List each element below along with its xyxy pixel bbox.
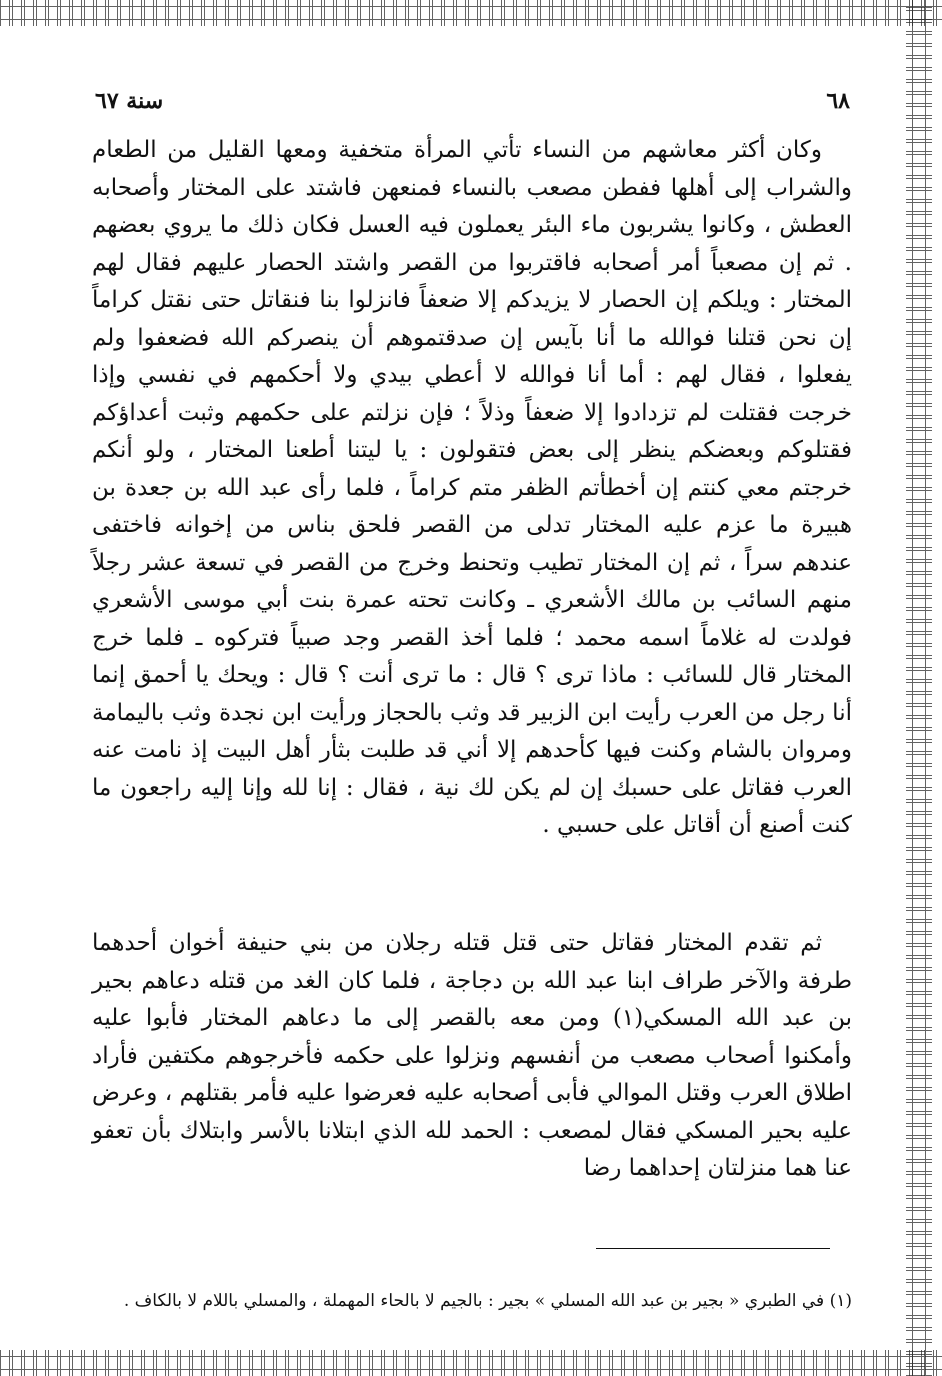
body-paragraph-1 [92,132,852,845]
decorative-border-top [0,0,942,26]
footnote: (١) في الطبري « بجير بن عبد الله المسلي » بجير : بالجيم لا بالحاء المهملة ، والمسلي باللام لا بالكاف . [123,1291,852,1311]
year-label: سنة ٦٧ [95,88,164,114]
paragraph-text: وكان أكثر معاشهم من النساء تأتي المرأة متخفية ومعها القليل من الطعام والشراب إلى أهلها ففطن مصعب بالنساء فمنعهن فاشتد على المختار وأصحابه العطش ، وكانوا يشربون ماء البئر يعملون فيه العسل فكان ذلك ما يروي بعضهم . ثم إن مصعباً أمر أصحابه فاقتربوا من القصر واشتد الحصار عليهم فقال لهم المختار : ويلكم إن الحصار لا يزيدكم إلا ضعفاً فانزلوا بنا فنقاتل حتى نقتل كراماً إن نحن قتلنا فوالله ما أنا بآيس إن صدقتموهم أن ينصركم الله فضعفوا ولم يفعلوا ، فقال لهم : أما أنا فوالله لا أعطي بيدي ولا أحكمهم في نفسي وإذا خرجت فقتلت لم تزدادوا إلا ضعفاً وذلاً ؛ فإن نزلتم على حكمهم وثبت أعداؤكم فقتلوكم وبعضكم ينظر إلى بعض فتقولون : يا ليتنا أطعنا المختار ، ولو أنكم خرجتم معي كنتم إن أخطأتم الظفر متم كراماً ، فلما رأى عبد الله بن جعدة بن هبيرة ما عزم عليه المختار تدلى من القصر فلحق بناس من إخوانه فاختفى عندهم سراً ، ثم إن المختار تطيب وتحنط وخرج من القصر في تسعة عشر رجلاً منهم السائب بن مالك الأشعري ـ وكانت تحته عمرة بنت أبي موسى الأشعري فولدت له غلاماً اسمه محمد ؛ فلما أخذ القصر وجد صبياً فتركوه ـ فلما خرج المختار قال للسائب : ماذا ترى ؟ قال : ما ترى أنت ؟ قال : ويحك يا أحمق إنما أنا رجل من العرب رأيت ابن الزبير قد وثب بالحجاز ورأيت ابن نجدة وثب باليمامة ومروان بالشام وكنت فيها كأحدهم إلا أني قد طلبت بثأر أهل البيت إذ نامت عنه العرب فقاتل على حسبك إن لم يكن لك نية ، فقال : إنا لله وإنا إليه راجعون ما كنت أصنع أن أقاتل على حسبي . [92,137,852,838]
decorative-border-right [906,0,932,1376]
footnote-separator [596,1248,830,1249]
page-header [95,88,850,122]
decorative-border-bottom [0,1350,942,1376]
page-number: ٦٨ [826,88,850,114]
body-paragraph-2 [92,925,852,1188]
paragraph-text: ثم تقدم المختار فقاتل حتى قتل قتله رجلان من بني حنيفة أخوان أحدهما طرفة والآخر طراف ابنا عبد الله بن دجاجة ، فلما كان الغد من قتله دعاهم بحير بن عبد الله المسكي(١) ومن معه بالقصر إلى ما دعاهم المختار فأبوا عليه وأمكنوا أصحاب مصعب من أنفسهم ونزلوا على حكمه فأخرجوهم مكتفين فأراد اطلاق العرب وقتل الموالي فأبى أصحابه عليه فعرضوا عليه فأمر بقتلهم ، وعرض عليه بحير المسكي فقال لمصعب : الحمد لله الذي ابتلانا بالأسر وابتلاك بأن تعفو عنا هما منزلتان إحداهما رضا [92,930,852,1181]
